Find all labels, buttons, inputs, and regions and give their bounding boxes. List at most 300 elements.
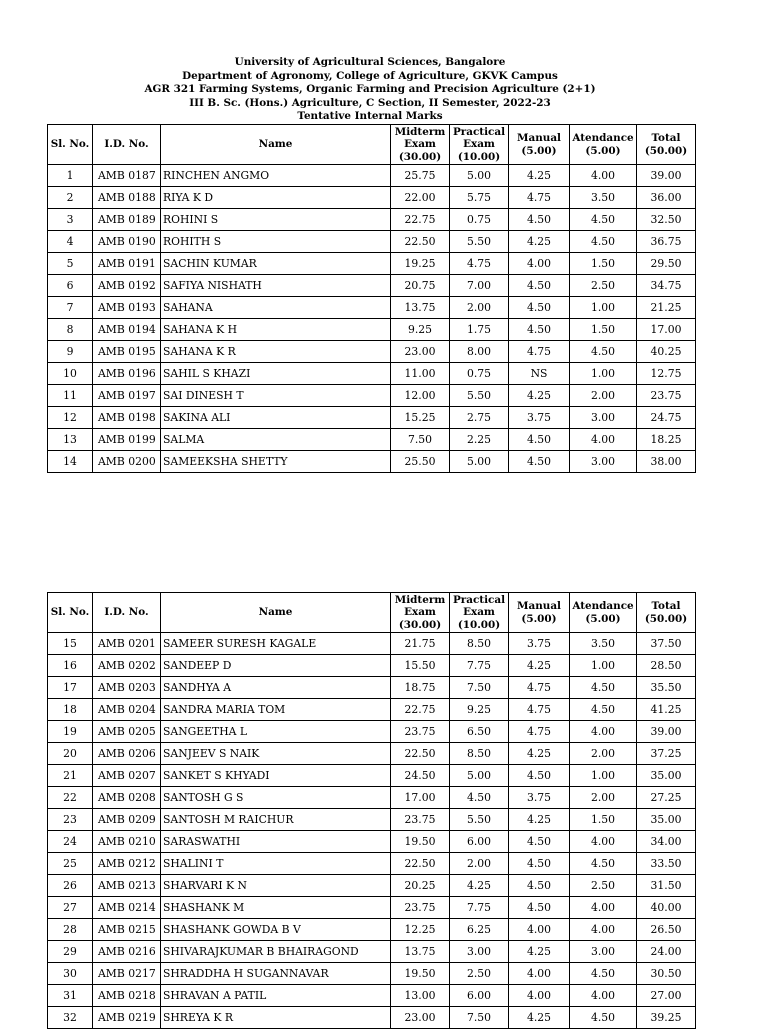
- cell-practical: 6.50: [450, 721, 509, 743]
- cell-total: 35.00: [637, 765, 696, 787]
- cell-sl-no: 8: [48, 319, 93, 341]
- cell-id-no: AMB 0188: [93, 187, 161, 209]
- cell-sl-no: 6: [48, 275, 93, 297]
- cell-id-no: AMB 0197: [93, 385, 161, 407]
- cell-manual: 3.75: [509, 787, 570, 809]
- cell-manual: 4.50: [509, 275, 570, 297]
- cell-total: 21.25: [637, 297, 696, 319]
- table-row: [48, 941, 696, 963]
- cell-name: SAKINA ALI: [161, 407, 391, 429]
- cell-attendance: 2.50: [570, 875, 637, 897]
- cell-id-no: AMB 0202: [93, 655, 161, 677]
- cell-manual: 4.50: [509, 897, 570, 919]
- cell-practical: 6.00: [450, 831, 509, 853]
- cell-midterm: 13.75: [391, 941, 450, 963]
- cell-manual: 4.25: [509, 743, 570, 765]
- course-title: AGR 321 Farming Systems, Organic Farming and Precision Agriculture (2+1): [144, 83, 596, 96]
- cell-midterm: 22.75: [391, 699, 450, 721]
- cell-total: 23.75: [637, 385, 696, 407]
- cell-midterm: 21.75: [391, 633, 450, 655]
- cell-manual: 4.25: [509, 809, 570, 831]
- cell-practical: 0.75: [450, 363, 509, 385]
- cell-sl-no: 9: [48, 341, 93, 363]
- class-info: III B. Sc. (Hons.) Agriculture, C Section, II Semester, 2022-23: [189, 96, 551, 109]
- document-header: [0, 56, 740, 124]
- cell-name: SANKET S KHYADI: [161, 765, 391, 787]
- cell-practical: 3.00: [450, 941, 509, 963]
- cell-sl-no: 22: [48, 787, 93, 809]
- cell-name: SALMA: [161, 429, 391, 451]
- cell-total: 39.00: [637, 165, 696, 187]
- cell-attendance: 1.00: [570, 765, 637, 787]
- table-row: [48, 407, 696, 429]
- cell-practical: 2.00: [450, 853, 509, 875]
- cell-manual: 4.75: [509, 721, 570, 743]
- cell-midterm: 19.25: [391, 253, 450, 275]
- cell-practical: 0.75: [450, 209, 509, 231]
- cell-name: SHASHANK M: [161, 897, 391, 919]
- cell-sl-no: 10: [48, 363, 93, 385]
- cell-attendance: 2.00: [570, 385, 637, 407]
- cell-id-no: AMB 0189: [93, 209, 161, 231]
- cell-sl-no: 32: [48, 1007, 93, 1029]
- cell-attendance: 1.00: [570, 363, 637, 385]
- cell-total: 17.00: [637, 319, 696, 341]
- cell-id-no: AMB 0219: [93, 1007, 161, 1029]
- cell-midterm: 24.50: [391, 765, 450, 787]
- table-row: [48, 809, 696, 831]
- cell-id-no: AMB 0206: [93, 743, 161, 765]
- col-total: Total (50.00): [637, 125, 696, 165]
- cell-midterm: 17.00: [391, 787, 450, 809]
- cell-midterm: 22.50: [391, 231, 450, 253]
- cell-attendance: 3.00: [570, 451, 637, 473]
- cell-id-no: AMB 0203: [93, 677, 161, 699]
- cell-practical: 4.75: [450, 253, 509, 275]
- cell-manual: 4.00: [509, 985, 570, 1007]
- table-row: [48, 853, 696, 875]
- cell-total: 38.00: [637, 451, 696, 473]
- cell-name: SHASHANK GOWDA B V: [161, 919, 391, 941]
- cell-attendance: 4.00: [570, 919, 637, 941]
- cell-sl-no: 15: [48, 633, 93, 655]
- cell-id-no: AMB 0200: [93, 451, 161, 473]
- cell-manual: 4.50: [509, 451, 570, 473]
- cell-id-no: AMB 0193: [93, 297, 161, 319]
- cell-midterm: 22.75: [391, 209, 450, 231]
- cell-total: 41.25: [637, 699, 696, 721]
- cell-id-no: AMB 0187: [93, 165, 161, 187]
- cell-sl-no: 20: [48, 743, 93, 765]
- cell-name: SAHIL S KHAZI: [161, 363, 391, 385]
- cell-manual: 4.25: [509, 231, 570, 253]
- cell-name: SANJEEV S NAIK: [161, 743, 391, 765]
- cell-manual: NS: [509, 363, 570, 385]
- table-body: [48, 633, 696, 1029]
- cell-attendance: 4.00: [570, 721, 637, 743]
- cell-sl-no: 19: [48, 721, 93, 743]
- cell-practical: 8.00: [450, 341, 509, 363]
- cell-sl-no: 29: [48, 941, 93, 963]
- cell-midterm: 11.00: [391, 363, 450, 385]
- table-header-row: [48, 593, 696, 633]
- cell-id-no: AMB 0218: [93, 985, 161, 1007]
- table-header-row: [48, 125, 696, 165]
- cell-sl-no: 30: [48, 963, 93, 985]
- cell-total: 35.00: [637, 809, 696, 831]
- col-attendance: Atendance (5.00): [570, 125, 637, 165]
- cell-name: SAMEER SURESH KAGALE: [161, 633, 391, 655]
- col-id-no: I.D. No.: [93, 593, 161, 633]
- table-row: [48, 677, 696, 699]
- cell-sl-no: 23: [48, 809, 93, 831]
- cell-manual: 4.75: [509, 677, 570, 699]
- cell-name: ROHINI S: [161, 209, 391, 231]
- cell-name: SANDEEP D: [161, 655, 391, 677]
- col-practical: Practical Exam (10.00): [450, 593, 509, 633]
- table-row: [48, 699, 696, 721]
- table-row: [48, 875, 696, 897]
- cell-id-no: AMB 0217: [93, 963, 161, 985]
- cell-sl-no: 13: [48, 429, 93, 451]
- cell-attendance: 4.50: [570, 699, 637, 721]
- cell-total: 33.50: [637, 853, 696, 875]
- cell-total: 26.50: [637, 919, 696, 941]
- cell-name: SANTOSH M RAICHUR: [161, 809, 391, 831]
- table-row: [48, 897, 696, 919]
- cell-attendance: 3.00: [570, 941, 637, 963]
- cell-attendance: 3.50: [570, 633, 637, 655]
- cell-total: 40.00: [637, 897, 696, 919]
- cell-midterm: 20.75: [391, 275, 450, 297]
- cell-manual: 4.00: [509, 963, 570, 985]
- cell-attendance: 3.50: [570, 187, 637, 209]
- cell-midterm: 22.50: [391, 743, 450, 765]
- col-manual: Manual (5.00): [509, 593, 570, 633]
- table-row: [48, 831, 696, 853]
- cell-total: 27.25: [637, 787, 696, 809]
- cell-total: 37.50: [637, 633, 696, 655]
- cell-practical: 5.75: [450, 187, 509, 209]
- cell-midterm: 23.75: [391, 897, 450, 919]
- table-row: [48, 765, 696, 787]
- cell-id-no: AMB 0199: [93, 429, 161, 451]
- col-midterm: Midterm Exam (30.00): [391, 125, 450, 165]
- cell-total: 34.00: [637, 831, 696, 853]
- cell-total: 24.75: [637, 407, 696, 429]
- cell-id-no: AMB 0190: [93, 231, 161, 253]
- table-row: [48, 253, 696, 275]
- cell-total: 39.25: [637, 1007, 696, 1029]
- cell-practical: 4.25: [450, 875, 509, 897]
- cell-name: SANDHYA A: [161, 677, 391, 699]
- cell-total: 36.75: [637, 231, 696, 253]
- cell-id-no: AMB 0214: [93, 897, 161, 919]
- cell-total: 29.50: [637, 253, 696, 275]
- cell-manual: 3.75: [509, 407, 570, 429]
- cell-attendance: 4.50: [570, 341, 637, 363]
- cell-practical: 7.75: [450, 897, 509, 919]
- cell-manual: 4.50: [509, 429, 570, 451]
- cell-name: SAFIYA NISHATH: [161, 275, 391, 297]
- cell-practical: 9.25: [450, 699, 509, 721]
- cell-sl-no: 31: [48, 985, 93, 1007]
- cell-id-no: AMB 0213: [93, 875, 161, 897]
- cell-practical: 5.50: [450, 231, 509, 253]
- table-row: [48, 209, 696, 231]
- cell-practical: 2.50: [450, 963, 509, 985]
- cell-total: 39.00: [637, 721, 696, 743]
- cell-attendance: 4.50: [570, 209, 637, 231]
- table-body: [48, 165, 696, 473]
- cell-total: 35.50: [637, 677, 696, 699]
- col-sl-no: Sl. No.: [48, 593, 93, 633]
- cell-total: 12.75: [637, 363, 696, 385]
- table-row: [48, 363, 696, 385]
- cell-practical: 7.00: [450, 275, 509, 297]
- cell-practical: 7.50: [450, 1007, 509, 1029]
- table-row: [48, 385, 696, 407]
- cell-name: RIYA K D: [161, 187, 391, 209]
- cell-practical: 5.00: [450, 765, 509, 787]
- cell-attendance: 2.50: [570, 275, 637, 297]
- cell-practical: 5.50: [450, 385, 509, 407]
- table-row: [48, 655, 696, 677]
- table-row: [48, 1007, 696, 1029]
- table-row: [48, 187, 696, 209]
- table-row: [48, 341, 696, 363]
- cell-total: 30.50: [637, 963, 696, 985]
- cell-total: 18.25: [637, 429, 696, 451]
- cell-attendance: 2.00: [570, 787, 637, 809]
- cell-name: SHREYA K R: [161, 1007, 391, 1029]
- cell-practical: 2.25: [450, 429, 509, 451]
- cell-id-no: AMB 0207: [93, 765, 161, 787]
- cell-sl-no: 4: [48, 231, 93, 253]
- cell-attendance: 4.00: [570, 429, 637, 451]
- cell-midterm: 20.25: [391, 875, 450, 897]
- cell-manual: 4.00: [509, 919, 570, 941]
- table-row: [48, 429, 696, 451]
- cell-id-no: AMB 0191: [93, 253, 161, 275]
- table-row: [48, 451, 696, 473]
- cell-manual: 4.75: [509, 699, 570, 721]
- table-row: [48, 743, 696, 765]
- cell-attendance: 4.00: [570, 165, 637, 187]
- cell-name: SARASWATHI: [161, 831, 391, 853]
- cell-practical: 2.00: [450, 297, 509, 319]
- table-row: [48, 985, 696, 1007]
- cell-midterm: 23.75: [391, 721, 450, 743]
- cell-midterm: 18.75: [391, 677, 450, 699]
- cell-sl-no: 18: [48, 699, 93, 721]
- cell-attendance: 4.50: [570, 963, 637, 985]
- cell-name: SANGEETHA L: [161, 721, 391, 743]
- marks-table-2: [47, 592, 696, 1029]
- cell-manual: 4.50: [509, 875, 570, 897]
- cell-manual: 4.25: [509, 655, 570, 677]
- col-sl-no: Sl. No.: [48, 125, 93, 165]
- cell-sl-no: 27: [48, 897, 93, 919]
- cell-midterm: 13.75: [391, 297, 450, 319]
- table-row: [48, 963, 696, 985]
- cell-practical: 8.50: [450, 633, 509, 655]
- table-row: [48, 297, 696, 319]
- cell-id-no: AMB 0192: [93, 275, 161, 297]
- cell-id-no: AMB 0196: [93, 363, 161, 385]
- cell-sl-no: 28: [48, 919, 93, 941]
- col-manual: Manual (5.00): [509, 125, 570, 165]
- cell-manual: 4.25: [509, 385, 570, 407]
- cell-manual: 4.25: [509, 165, 570, 187]
- cell-attendance: 3.00: [570, 407, 637, 429]
- cell-attendance: 4.50: [570, 677, 637, 699]
- cell-midterm: 13.00: [391, 985, 450, 1007]
- cell-midterm: 23.00: [391, 1007, 450, 1029]
- cell-manual: 4.50: [509, 297, 570, 319]
- table-row: [48, 275, 696, 297]
- cell-attendance: 4.00: [570, 831, 637, 853]
- col-id-no: I.D. No.: [93, 125, 161, 165]
- cell-midterm: 12.00: [391, 385, 450, 407]
- cell-manual: 4.50: [509, 765, 570, 787]
- cell-name: SAMEEKSHA SHETTY: [161, 451, 391, 473]
- cell-midterm: 19.50: [391, 963, 450, 985]
- cell-attendance: 4.50: [570, 853, 637, 875]
- marks-table-1: [47, 124, 696, 473]
- cell-id-no: AMB 0194: [93, 319, 161, 341]
- cell-id-no: AMB 0209: [93, 809, 161, 831]
- cell-attendance: 4.50: [570, 1007, 637, 1029]
- cell-total: 28.50: [637, 655, 696, 677]
- cell-sl-no: 14: [48, 451, 93, 473]
- cell-attendance: 1.00: [570, 297, 637, 319]
- cell-attendance: 4.50: [570, 231, 637, 253]
- table-row: [48, 787, 696, 809]
- table-row: [48, 165, 696, 187]
- cell-id-no: AMB 0205: [93, 721, 161, 743]
- cell-total: 37.25: [637, 743, 696, 765]
- cell-name: SACHIN KUMAR: [161, 253, 391, 275]
- cell-manual: 4.50: [509, 853, 570, 875]
- cell-midterm: 12.25: [391, 919, 450, 941]
- cell-id-no: AMB 0210: [93, 831, 161, 853]
- cell-attendance: 1.00: [570, 655, 637, 677]
- cell-sl-no: 25: [48, 853, 93, 875]
- cell-id-no: AMB 0208: [93, 787, 161, 809]
- cell-practical: 5.00: [450, 451, 509, 473]
- cell-total: 27.00: [637, 985, 696, 1007]
- cell-name: SANDRA MARIA TOM: [161, 699, 391, 721]
- cell-name: ROHITH S: [161, 231, 391, 253]
- cell-practical: 5.00: [450, 165, 509, 187]
- cell-id-no: AMB 0204: [93, 699, 161, 721]
- cell-midterm: 15.25: [391, 407, 450, 429]
- cell-id-no: AMB 0201: [93, 633, 161, 655]
- cell-id-no: AMB 0195: [93, 341, 161, 363]
- cell-name: SAI DINESH T: [161, 385, 391, 407]
- cell-name: SAHANA K H: [161, 319, 391, 341]
- cell-practical: 7.50: [450, 677, 509, 699]
- cell-sl-no: 3: [48, 209, 93, 231]
- cell-manual: 4.75: [509, 187, 570, 209]
- cell-manual: 3.75: [509, 633, 570, 655]
- cell-name: SHIVARAJKUMAR B BHAIRAGOND: [161, 941, 391, 963]
- cell-practical: 7.75: [450, 655, 509, 677]
- cell-midterm: 15.50: [391, 655, 450, 677]
- col-practical: Practical Exam (10.00): [450, 125, 509, 165]
- cell-manual: 4.25: [509, 1007, 570, 1029]
- table-row: [48, 721, 696, 743]
- cell-practical: 2.75: [450, 407, 509, 429]
- cell-manual: 4.50: [509, 319, 570, 341]
- cell-name: SHARVARI K N: [161, 875, 391, 897]
- cell-sl-no: 2: [48, 187, 93, 209]
- cell-practical: 1.75: [450, 319, 509, 341]
- cell-name: SAHANA K R: [161, 341, 391, 363]
- cell-midterm: 22.50: [391, 853, 450, 875]
- cell-midterm: 7.50: [391, 429, 450, 451]
- cell-practical: 8.50: [450, 743, 509, 765]
- cell-sl-no: 24: [48, 831, 93, 853]
- cell-total: 34.75: [637, 275, 696, 297]
- cell-midterm: 22.00: [391, 187, 450, 209]
- cell-midterm: 23.00: [391, 341, 450, 363]
- cell-total: 36.00: [637, 187, 696, 209]
- table-row: [48, 919, 696, 941]
- cell-practical: 4.50: [450, 787, 509, 809]
- cell-midterm: 25.75: [391, 165, 450, 187]
- cell-sl-no: 11: [48, 385, 93, 407]
- cell-practical: 5.50: [450, 809, 509, 831]
- table-row: [48, 633, 696, 655]
- table-row: [48, 319, 696, 341]
- cell-name: SANTOSH G S: [161, 787, 391, 809]
- cell-manual: 4.50: [509, 209, 570, 231]
- cell-midterm: 23.75: [391, 809, 450, 831]
- cell-id-no: AMB 0212: [93, 853, 161, 875]
- cell-practical: 6.25: [450, 919, 509, 941]
- cell-total: 24.00: [637, 941, 696, 963]
- cell-total: 31.50: [637, 875, 696, 897]
- cell-attendance: 1.50: [570, 809, 637, 831]
- cell-midterm: 19.50: [391, 831, 450, 853]
- cell-sl-no: 1: [48, 165, 93, 187]
- cell-name: SHALINI T: [161, 853, 391, 875]
- col-name: Name: [161, 593, 391, 633]
- cell-total: 40.25: [637, 341, 696, 363]
- col-total: Total (50.00): [637, 593, 696, 633]
- cell-sl-no: 26: [48, 875, 93, 897]
- cell-id-no: AMB 0198: [93, 407, 161, 429]
- cell-sl-no: 17: [48, 677, 93, 699]
- cell-id-no: AMB 0215: [93, 919, 161, 941]
- cell-attendance: 4.00: [570, 897, 637, 919]
- cell-midterm: 9.25: [391, 319, 450, 341]
- cell-manual: 4.00: [509, 253, 570, 275]
- cell-manual: 4.50: [509, 831, 570, 853]
- cell-sl-no: 21: [48, 765, 93, 787]
- col-name: Name: [161, 125, 391, 165]
- cell-attendance: 4.00: [570, 985, 637, 1007]
- cell-midterm: 25.50: [391, 451, 450, 473]
- cell-practical: 6.00: [450, 985, 509, 1007]
- col-attendance: Atendance (5.00): [570, 593, 637, 633]
- col-midterm: Midterm Exam (30.00): [391, 593, 450, 633]
- table-row: [48, 231, 696, 253]
- cell-manual: 4.75: [509, 341, 570, 363]
- university-name: University of Agricultural Sciences, Bangalore: [234, 56, 506, 68]
